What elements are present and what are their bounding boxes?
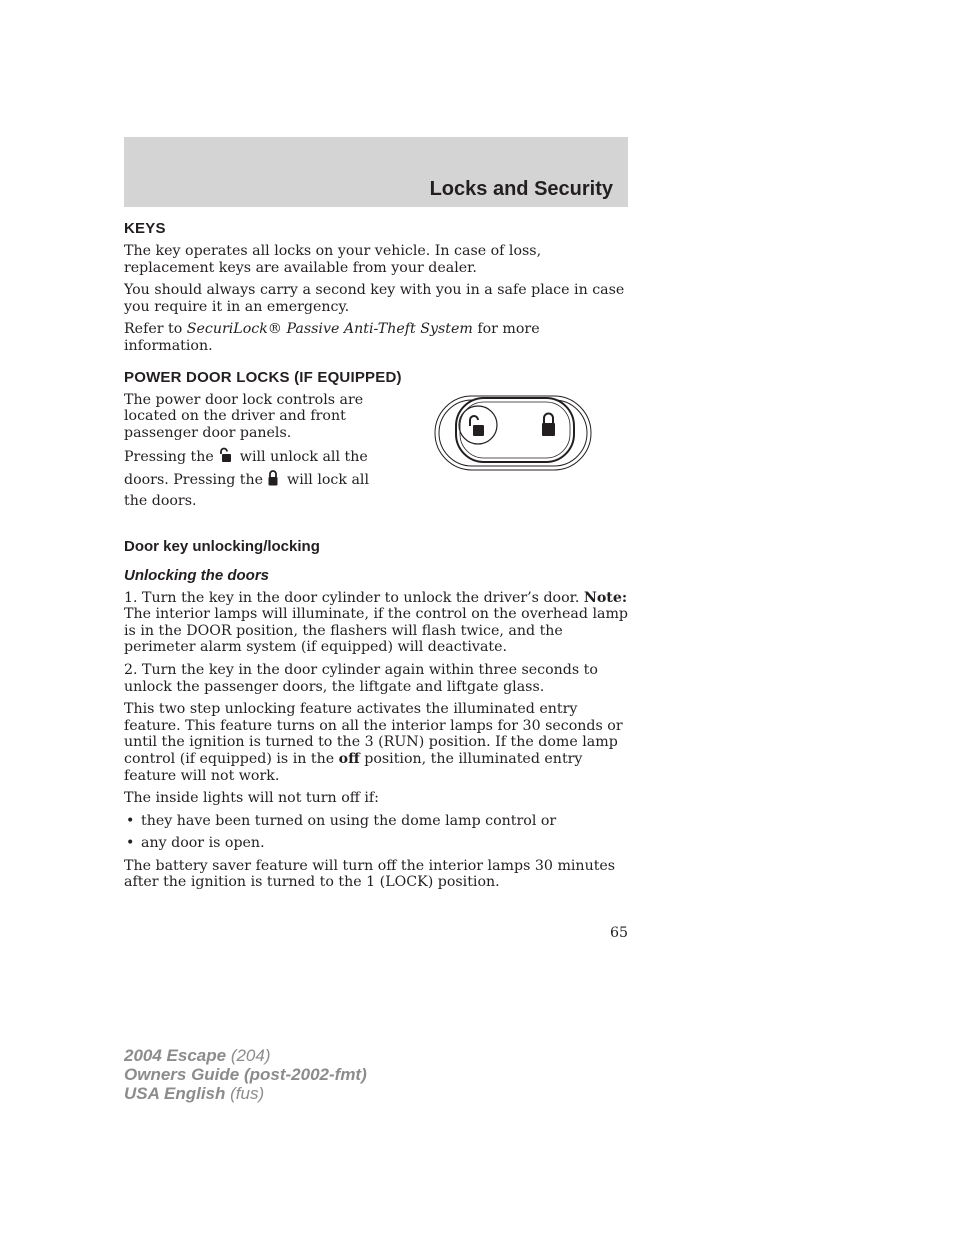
keys-paragraph-3 bbox=[124, 321, 630, 354]
footer-line-1 bbox=[124, 1046, 367, 1065]
footer-model-code: (204) bbox=[226, 1046, 271, 1065]
illuminated-entry-paragraph bbox=[124, 701, 630, 784]
document-footer bbox=[124, 1046, 367, 1103]
power-locks-paragraph-1: The power door lock controls are located on the driver and front passenger door panels. bbox=[124, 391, 364, 441]
page-content bbox=[124, 220, 630, 897]
illuminated-entry-b: position, the illuminated entry feature will not work. bbox=[124, 750, 583, 784]
list-item bbox=[124, 835, 630, 852]
step-2: 2. Turn the key in the door cylinder again within three seconds to unlock the passenger doors, the liftgate and liftgate glass. bbox=[124, 661, 598, 695]
keys-p3-prefix: Refer to bbox=[124, 321, 187, 338]
bullet: • bbox=[126, 812, 135, 829]
lock-icon bbox=[267, 469, 279, 492]
footer-line-2: Owners Guide (post-2002-fmt) bbox=[124, 1065, 367, 1084]
unlock-icon bbox=[218, 447, 232, 469]
section-title: Locks and Security bbox=[429, 178, 613, 200]
off-word: off bbox=[338, 750, 360, 767]
door-lock-switch-illustration bbox=[434, 394, 594, 474]
footer-language: USA English bbox=[124, 1084, 226, 1103]
footer-line-3 bbox=[124, 1084, 367, 1103]
list-item bbox=[124, 813, 630, 830]
inside-lights-paragraph: The inside lights will not turn off if: bbox=[124, 790, 379, 807]
power-locks-heading: POWER DOOR LOCKS (IF EQUIPPED) bbox=[124, 368, 402, 386]
note-label: Note: bbox=[583, 589, 628, 606]
p2-part-a: Pressing the bbox=[124, 449, 214, 466]
step-1 bbox=[124, 590, 630, 656]
securilock-reference: SecuriLock® Passive Anti-Theft System bbox=[186, 321, 473, 338]
p2-part-b: will unlock all the doors. Pressing the bbox=[124, 449, 368, 489]
keys-p3-suffix: for more information. bbox=[124, 321, 540, 354]
power-locks-section bbox=[124, 392, 630, 536]
step-1-text: 1. Turn the key in the door cylinder to unlock the driver’s door. bbox=[124, 589, 584, 606]
footer-language-code: (fus) bbox=[225, 1084, 265, 1103]
keys-paragraph-1: The key operates all locks on your vehicle. In case of loss, replacement keys are available from your dealer. bbox=[124, 243, 542, 276]
p2-part-c: will lock all the doors. bbox=[124, 472, 369, 510]
battery-saver-paragraph: The battery saver feature will turn off the interior lamps 30 minutes after the ignition is turned to the 1 (LOCK) position. bbox=[124, 857, 616, 891]
footer-model: 2004 Escape bbox=[124, 1046, 227, 1065]
bullet: • bbox=[126, 835, 135, 852]
section-header-band bbox=[124, 137, 628, 207]
unlocking-doors-subheading: Unlocking the doors bbox=[124, 566, 270, 584]
power-locks-paragraph-2 bbox=[124, 447, 374, 511]
power-locks-text bbox=[124, 392, 374, 518]
list-item-text: any door is open. bbox=[141, 835, 265, 852]
illuminated-entry-a: This two step unlocking feature activates the illuminated entry feature. This feature turns on all the interior lamps for 30 seconds or until the ignition is turned to the 3 (RUN) position. If the dome lamp control (if equipped) is in the bbox=[124, 701, 623, 767]
list-item-text: they have been turned on using the dome lamp control or bbox=[141, 812, 557, 829]
page-number: 65 bbox=[609, 925, 628, 941]
door-key-heading: Door key unlocking/locking bbox=[124, 537, 320, 555]
conditions-list bbox=[124, 813, 630, 852]
keys-paragraph-2: You should always carry a second key with you in a safe place in case you require it in an emergency. bbox=[124, 282, 625, 315]
keys-heading: KEYS bbox=[124, 220, 166, 237]
step-1-note: The interior lamps will illuminate, if the control on the overhead lamp is in the DOOR position, the flashers will flash twice, and the perimeter alarm system (if equipped) will deactivate. bbox=[124, 606, 628, 656]
